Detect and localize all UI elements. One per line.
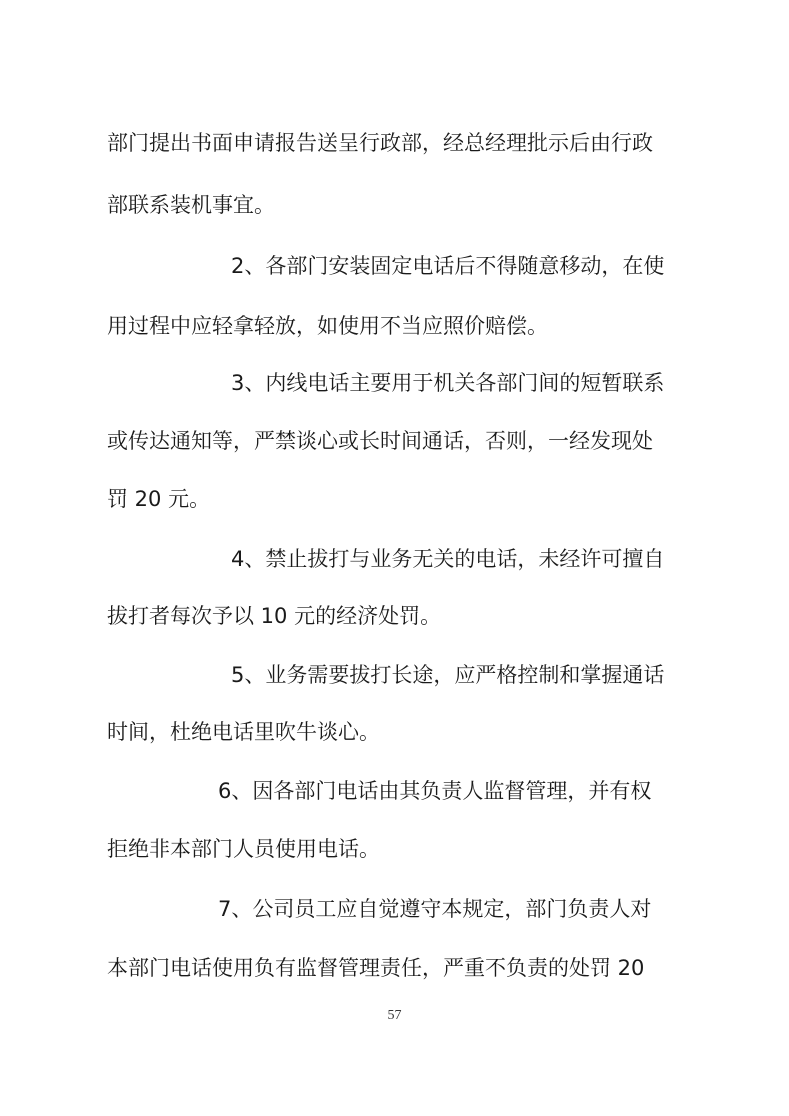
- text-line: 部门提出书面申请报告送呈行政部，经总经理批示后由行政: [107, 131, 653, 155]
- text-line: 7、公司员工应自觉遵守本规定，部门负责人对: [218, 897, 652, 921]
- text-line: 部联系装机事宜。: [107, 193, 275, 217]
- text-line: 用过程中应轻拿轻放，如使用不当应照价赔偿。: [107, 314, 548, 338]
- text-line: 拒绝非本部门人员使用电话。: [107, 837, 380, 861]
- text-line: 6、因各部门电话由其负责人监督管理，并有权: [218, 779, 652, 803]
- text-line: 罚 20 元。: [107, 487, 211, 511]
- text-line: 时间，杜绝电话里吹牛谈心。: [107, 720, 380, 744]
- text-line: 本部门电话使用负有监督管理责任，严重不负责的处罚 20: [107, 956, 645, 980]
- page-number: 57: [387, 1008, 402, 1023]
- text-line: 或传达通知等，严禁谈心或长时间通话，否则，一经发现处: [107, 429, 653, 453]
- text-line: 3、内线电话主要用于机关各部门间的短暂联系: [231, 371, 665, 395]
- text-line: 5、业务需要拔打长途，应严格控制和掌握通话: [231, 663, 665, 687]
- text-line: 2、各部门安装固定电话后不得随意移动，在使: [231, 254, 665, 278]
- text-line: 拔打者每次予以 10 元的经济处罚。: [107, 604, 442, 628]
- text-line: 4、禁止拔打与业务无关的电话，未经许可擅自: [231, 547, 665, 571]
